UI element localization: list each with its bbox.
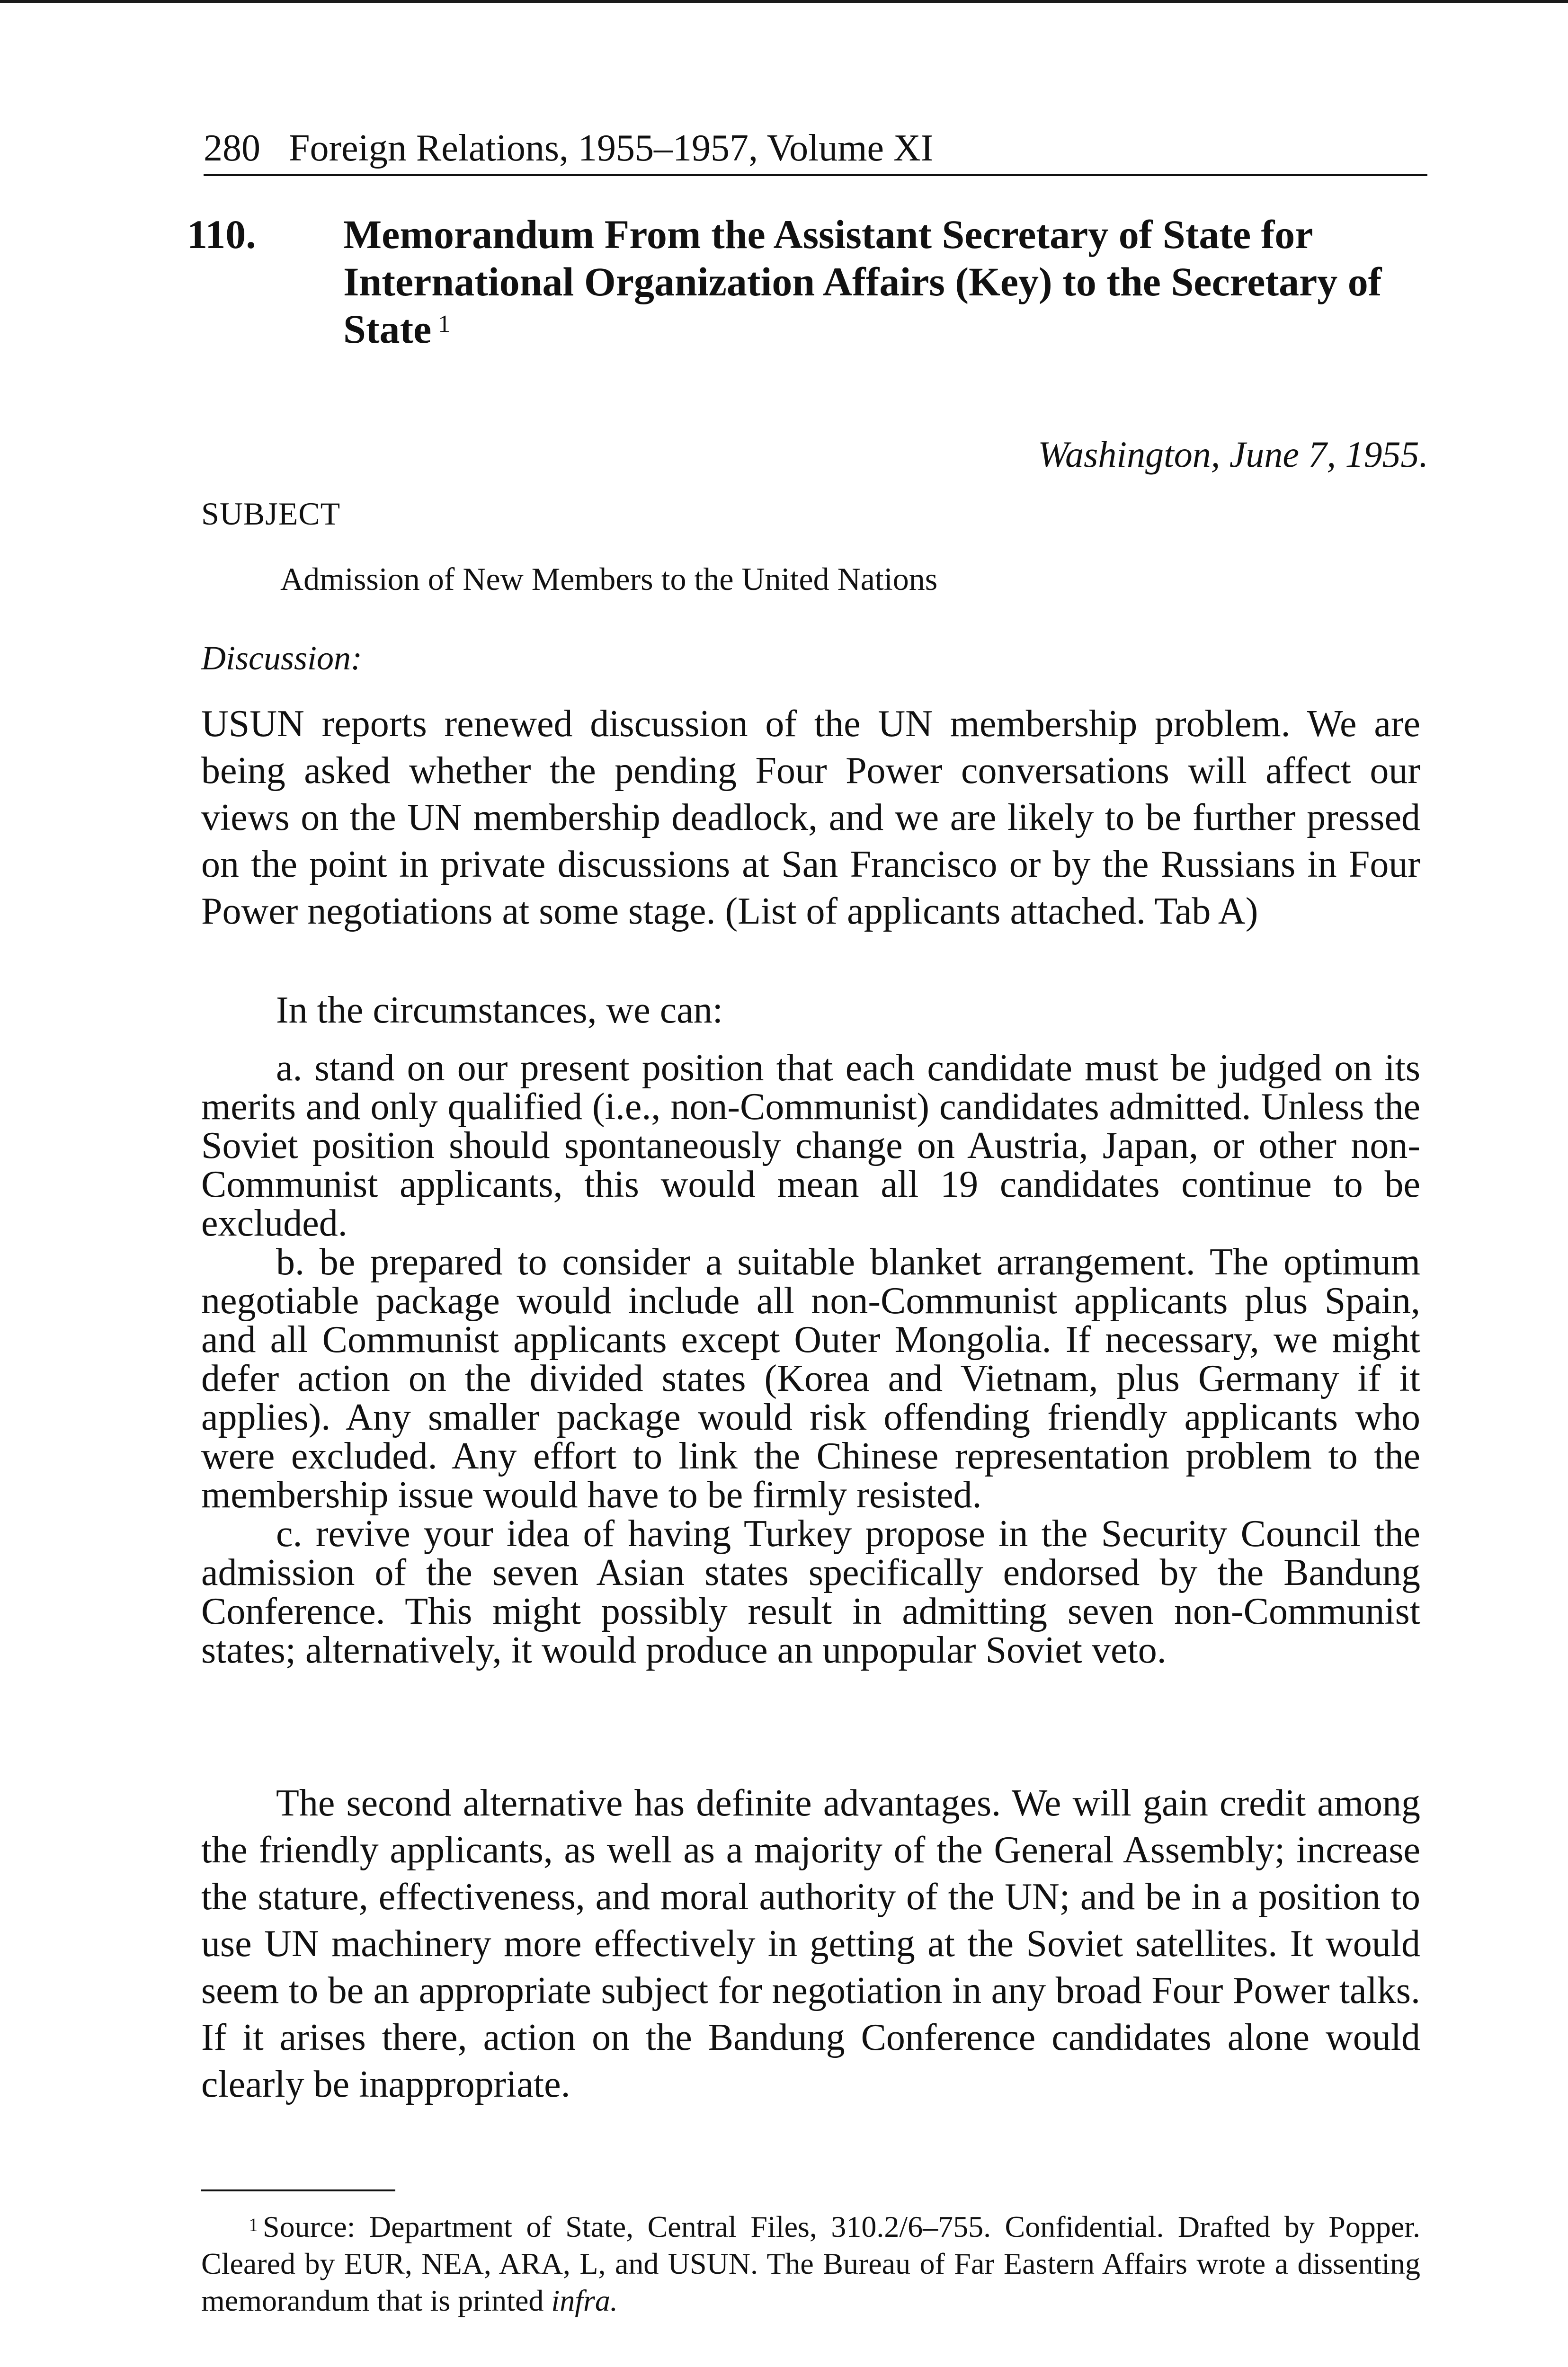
subject-label: SUBJECT <box>201 496 341 532</box>
body-paragraph-2 <box>201 987 1420 1034</box>
page-top-edge <box>0 0 1568 3</box>
dateline: Washington, June 7, 1955. <box>1038 434 1428 475</box>
footnote-text: Source: Department of State, Central Files, 310.2/6–755. Confidential. Drafted by Popper. Cleared by EUR, NEA, ARA, L, and USUN. The Bureau of Far Eastern Affairs wrote a dissenting memorandum that is printed <box>201 2210 1420 2317</box>
option-a: a. stand on our present position that each candidate must be judged on its merits and only qualified (i.e., non-Communist) candidates admitted. Unless the Soviet position should spontaneously change on Austria, Japan, or other non-Communist applicants, this would mean all 19 candidates continue to be excluded. <box>201 1047 1420 1244</box>
footnote-marker: 1 <box>249 2214 258 2235</box>
option-b: b. be prepared to consider a suitable blanket arrangement. The optimum negotiable package would include all non-Communist applicants plus Spain, and all Communist applicants except Outer Mongolia. If necessary, we might defer action on the divided states (Korea and Vietnam, plus Germany if it applies). Any smaller package would risk offending friendly applicants who were excluded. Any effort to link the Chinese representation problem to the membership issue would have to be firmly resisted. <box>201 1241 1420 1516</box>
footnote-infra: infra. <box>551 2284 618 2317</box>
paragraph-text: The second alternative has definite advantages. We will gain credit among the friendly applicants, as well as a majority of the General Assembly; increase the stature, effectiveness, and moral authority of the UN; and be in a position to use UN machinery more effectively in getting at the Soviet satellites. It would seem to be an appropriate subject for negotiation in any broad Four Power talks. If it arises there, action on the Bandung Conference candidates alone would clearly be inappropriate. <box>201 1782 1420 2105</box>
footnote-divider <box>201 2189 395 2191</box>
document-number: 110. <box>187 212 256 257</box>
discussion-label: Discussion: <box>201 639 362 677</box>
title-footnote-marker[interactable]: 1 <box>438 311 451 338</box>
document-title-block <box>343 211 1427 353</box>
running-header <box>204 122 1427 176</box>
body-paragraph-3 <box>201 1780 1420 2108</box>
option-c: c. revive your idea of having Turkey propose in the Security Council the admission of the seven Asian states specifically endorsed by the Bandung Conference. This might possibly result in admitting seven non-Communist states; alternatively, it would produce an unpopular Soviet veto. <box>201 1513 1420 1671</box>
body-paragraph-1 <box>201 701 1420 935</box>
options-list <box>201 1049 1420 1670</box>
subject-text: Admission of New Members to the United Nations <box>280 561 938 597</box>
paragraph-text: USUN reports renewed discussion of the UN membership problem. We are being asked whether the pending Four Power conversations will affect our views on the UN membership deadlock, and we are likely to be further pressed on the point in private discussions at San Francisco or by the Russians in Four Power negotiations at some stage. (List of applicants attached. Tab A) <box>201 703 1420 932</box>
footnote <box>201 2208 1420 2319</box>
page-number: 280 <box>204 127 260 169</box>
volume-title: Foreign Relations, 1955–1957, Volume XI <box>289 127 934 169</box>
paragraph-text: In the circumstances, we can: <box>276 989 723 1031</box>
document-title: Memorandum From the Assistant Secretary of State for International Organization Affairs (Key) to the Secretary of State <box>343 212 1382 352</box>
